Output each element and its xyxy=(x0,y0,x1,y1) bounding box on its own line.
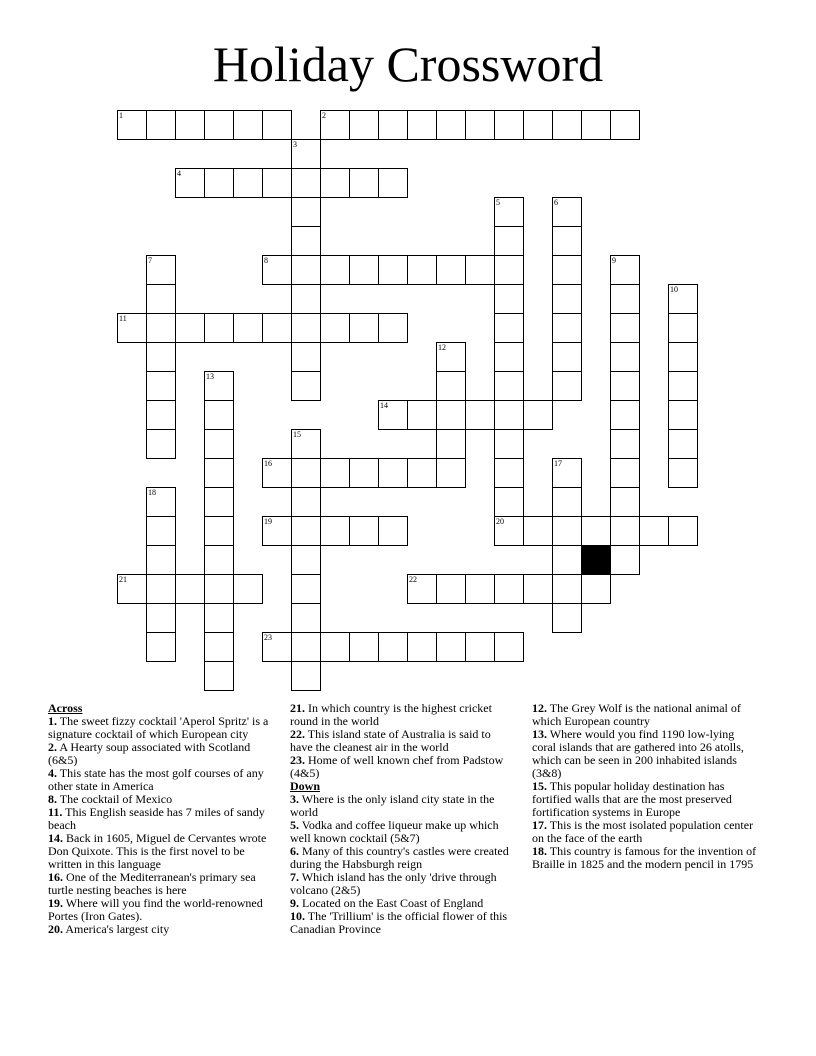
clues-column-2 xyxy=(290,702,516,936)
clue-text: The Grey Wolf is the national animal of which European country xyxy=(532,701,741,728)
clue-number: 18 xyxy=(148,488,156,497)
grid-cell[interactable] xyxy=(639,516,669,546)
clue-number: 15. xyxy=(532,779,547,793)
grid-cell[interactable] xyxy=(146,545,176,575)
clue-text: Home of well known chef from Padstow (4&5) xyxy=(290,753,504,780)
clue-item xyxy=(48,871,274,897)
grid-cell[interactable] xyxy=(436,342,466,372)
grid-cell[interactable] xyxy=(552,516,582,546)
grid-cell[interactable] xyxy=(436,458,466,488)
grid-cell[interactable] xyxy=(233,110,263,140)
grid-cell[interactable] xyxy=(552,342,582,372)
grid-cell[interactable] xyxy=(378,313,408,343)
clue-text: Where is the only island city state in the world xyxy=(290,792,495,819)
clue-number: 5 xyxy=(496,198,500,207)
grid-cell[interactable] xyxy=(610,545,640,575)
clue-number: 5. xyxy=(290,818,299,832)
grid-cell[interactable] xyxy=(668,342,698,372)
clue-number: 1. xyxy=(48,714,57,728)
grid-cell[interactable] xyxy=(233,574,263,604)
clue-text: This is the most isolated population center on the face of the earth xyxy=(532,818,754,845)
grid-cell[interactable] xyxy=(465,110,495,140)
grid-cell[interactable] xyxy=(320,110,350,140)
grid-cell[interactable] xyxy=(204,371,234,401)
grid-cell[interactable] xyxy=(436,400,466,430)
grid-cell[interactable] xyxy=(204,168,234,198)
grid-cell[interactable] xyxy=(117,110,147,140)
grid-cell[interactable] xyxy=(204,458,234,488)
grid-cell[interactable] xyxy=(436,574,466,604)
page-title: Holiday Crossword xyxy=(212,36,604,92)
grid-cell[interactable] xyxy=(552,110,582,140)
grid-cell[interactable] xyxy=(320,255,350,285)
grid-cell[interactable] xyxy=(146,255,176,285)
clue-number: 19. xyxy=(48,896,63,910)
clue-item xyxy=(48,806,274,832)
grid-cell[interactable] xyxy=(349,516,379,546)
grid-cell[interactable] xyxy=(552,255,582,285)
grid-cell[interactable] xyxy=(175,168,205,198)
grid-cell[interactable] xyxy=(291,139,321,169)
grid-cell[interactable] xyxy=(552,371,582,401)
grid-cell[interactable] xyxy=(204,632,234,662)
grid-cell[interactable] xyxy=(204,487,234,517)
grid-cell[interactable] xyxy=(436,371,466,401)
grid-cell[interactable] xyxy=(146,603,176,633)
clue-number: 21 xyxy=(119,575,127,584)
clue-section-header: Down xyxy=(290,779,321,793)
clue-item xyxy=(48,897,274,923)
clue-number: 13. xyxy=(532,727,547,741)
clue-number: 10. xyxy=(290,909,305,923)
clue-text: This country is famous for the invention of Braille in 1825 and the modern pencil in 1795 xyxy=(532,844,757,871)
grid-cell[interactable] xyxy=(494,313,524,343)
grid-cell[interactable] xyxy=(175,574,205,604)
grid-cell[interactable] xyxy=(320,458,350,488)
grid-cell[interactable] xyxy=(146,110,176,140)
clue-item xyxy=(48,767,274,793)
grid-cell[interactable] xyxy=(378,458,408,488)
grid-cell[interactable] xyxy=(610,400,640,430)
clue-number: 21. xyxy=(290,701,305,715)
grid-cell[interactable] xyxy=(407,255,437,285)
grid-cell[interactable] xyxy=(146,284,176,314)
grid-cell[interactable] xyxy=(610,429,640,459)
grid-cell[interactable] xyxy=(436,632,466,662)
grid-cell[interactable] xyxy=(349,168,379,198)
grid-cell[interactable] xyxy=(320,516,350,546)
grid-cell[interactable] xyxy=(291,371,321,401)
grid-cell[interactable] xyxy=(262,168,292,198)
grid-cell[interactable] xyxy=(233,313,263,343)
grid-cell[interactable] xyxy=(378,110,408,140)
grid-cell[interactable] xyxy=(204,429,234,459)
grid-cell[interactable] xyxy=(262,458,292,488)
clue-number: 20 xyxy=(496,517,504,526)
clue-item xyxy=(48,923,274,936)
grid-cell[interactable] xyxy=(465,632,495,662)
grid-cell[interactable] xyxy=(204,661,234,691)
grid-cell[interactable] xyxy=(436,255,466,285)
grid-cell[interactable] xyxy=(262,632,292,662)
grid-cell[interactable] xyxy=(320,168,350,198)
clue-text: This island state of Australia is said to have the cleanest air in the world xyxy=(290,727,491,754)
grid-cell[interactable] xyxy=(146,342,176,372)
grid-cell[interactable] xyxy=(291,226,321,256)
clue-text: One of the Mediterranean's primary sea turtle nesting beaches is here xyxy=(48,870,256,897)
grid-cell[interactable] xyxy=(552,487,582,517)
grid-cell[interactable] xyxy=(262,110,292,140)
clue-number: 7 xyxy=(148,256,152,265)
clue-item xyxy=(48,832,274,871)
clue-item xyxy=(290,819,516,845)
grid-cell[interactable] xyxy=(494,574,524,604)
clue-item xyxy=(532,819,758,845)
grid-cell[interactable] xyxy=(378,632,408,662)
grid-cell[interactable] xyxy=(291,458,321,488)
clue-number: 4. xyxy=(48,766,57,780)
clue-number: 18. xyxy=(532,844,547,858)
grid-cell[interactable] xyxy=(146,574,176,604)
grid-cell[interactable] xyxy=(436,110,466,140)
clue-number: 13 xyxy=(206,372,214,381)
clue-item xyxy=(290,754,516,780)
grid-cell[interactable] xyxy=(610,284,640,314)
clue-number: 3. xyxy=(290,792,299,806)
grid-cell[interactable] xyxy=(262,255,292,285)
grid-cell[interactable] xyxy=(378,168,408,198)
grid-cell[interactable] xyxy=(465,400,495,430)
grid-cell[interactable] xyxy=(668,516,698,546)
clue-text: This English seaside has 7 miles of sandy beach xyxy=(48,805,265,832)
clue-number: 2 xyxy=(322,111,326,120)
clue-text: Vodka and coffee liqueur make up which well known cocktail (5&7) xyxy=(290,818,499,845)
grid-cell[interactable] xyxy=(581,516,611,546)
clue-number: 2. xyxy=(48,740,57,754)
grid-cell[interactable] xyxy=(204,545,234,575)
grid-cell[interactable] xyxy=(494,342,524,372)
clue-number: 23 xyxy=(264,633,272,642)
clue-text: Where will you find the world-renowned Portes (Iron Gates). xyxy=(48,896,263,923)
grid-cell[interactable] xyxy=(523,400,553,430)
clue-item xyxy=(290,845,516,871)
grid-cell[interactable] xyxy=(291,429,321,459)
clue-number: 9. xyxy=(290,896,299,910)
clue-number: 16 xyxy=(264,459,272,468)
clue-text: Which island has the only 'drive through volcano (2&5) xyxy=(290,870,497,897)
clue-number: 12. xyxy=(532,701,547,715)
grid-cell[interactable] xyxy=(465,255,495,285)
grid-cell[interactable] xyxy=(146,429,176,459)
clue-item xyxy=(48,741,274,767)
grid-cell[interactable] xyxy=(320,632,350,662)
grid-cell[interactable] xyxy=(552,197,582,227)
clue-number: 17. xyxy=(532,818,547,832)
clue-item xyxy=(290,910,516,936)
grid-cell[interactable] xyxy=(378,400,408,430)
grid-cell[interactable] xyxy=(146,632,176,662)
grid-cell[interactable] xyxy=(117,574,147,604)
grid-cell[interactable] xyxy=(523,110,553,140)
grid-cell[interactable] xyxy=(262,313,292,343)
clue-number: 16. xyxy=(48,870,63,884)
grid-cell[interactable] xyxy=(494,255,524,285)
grid-cell[interactable] xyxy=(291,284,321,314)
grid-cell[interactable] xyxy=(349,458,379,488)
clue-item xyxy=(48,715,274,741)
grid-cell[interactable] xyxy=(465,574,495,604)
clue-number: 10 xyxy=(670,285,678,294)
grid-cell[interactable] xyxy=(233,168,263,198)
grid-cell[interactable] xyxy=(146,516,176,546)
grid-cell[interactable] xyxy=(494,458,524,488)
clue-number: 3 xyxy=(293,140,297,149)
grid-cell[interactable] xyxy=(291,574,321,604)
clues-column-3 xyxy=(532,702,758,871)
clue-item xyxy=(290,793,516,819)
grid-cell[interactable] xyxy=(494,632,524,662)
clue-text: The 'Trillium' is the official flower of this Canadian Province xyxy=(290,909,508,936)
clue-item xyxy=(290,871,516,897)
grid-cell[interactable] xyxy=(494,371,524,401)
grid-cell[interactable] xyxy=(204,110,234,140)
grid-cell[interactable] xyxy=(349,632,379,662)
grid-cell[interactable] xyxy=(668,400,698,430)
clue-number: 6. xyxy=(290,844,299,858)
grid-cell[interactable] xyxy=(349,313,379,343)
grid-cell[interactable] xyxy=(494,516,524,546)
grid-cell[interactable] xyxy=(668,371,698,401)
grid-cell[interactable] xyxy=(291,661,321,691)
grid-cell[interactable] xyxy=(494,400,524,430)
grid-cell[interactable] xyxy=(175,313,205,343)
grid-cell[interactable] xyxy=(494,197,524,227)
grid-cell[interactable] xyxy=(291,313,321,343)
clue-number: 11 xyxy=(119,314,127,323)
clue-number: 22 xyxy=(409,575,417,584)
clue-number: 8 xyxy=(264,256,268,265)
grid-cell[interactable] xyxy=(204,574,234,604)
grid-cell[interactable] xyxy=(494,226,524,256)
grid-cell[interactable] xyxy=(581,574,611,604)
clue-item xyxy=(532,728,758,780)
clue-text: Back in 1605, Miguel de Cervantes wrote Don Quixote. This is the first novel to be written in this language xyxy=(48,831,267,871)
grid-cell[interactable] xyxy=(146,371,176,401)
clue-text: The sweet fizzy cocktail 'Aperol Spritz' is a signature cocktail of which European city xyxy=(48,714,269,741)
grid-cell[interactable] xyxy=(407,110,437,140)
clue-item xyxy=(532,780,758,819)
grid-cell[interactable] xyxy=(320,313,350,343)
clue-text: A Hearty soup associated with Scotland (6&5) xyxy=(48,740,251,767)
grid-cell[interactable] xyxy=(291,197,321,227)
clue-number: 12 xyxy=(438,343,446,352)
clue-number: 8. xyxy=(48,792,57,806)
clue-item xyxy=(532,845,758,871)
clue-number: 1 xyxy=(119,111,123,120)
grid-cell[interactable] xyxy=(494,284,524,314)
grid-cell[interactable] xyxy=(552,313,582,343)
grid-cell[interactable] xyxy=(552,284,582,314)
grid-cell[interactable] xyxy=(494,110,524,140)
grid-cell[interactable] xyxy=(552,458,582,488)
grid-cell[interactable] xyxy=(407,400,437,430)
grid-cell[interactable] xyxy=(668,284,698,314)
clue-number: 19 xyxy=(264,517,272,526)
clue-number: 4 xyxy=(177,169,181,178)
clue-number: 7. xyxy=(290,870,299,884)
clue-number: 17 xyxy=(554,459,562,468)
clue-text: America's largest city xyxy=(63,922,170,936)
grid-cell[interactable] xyxy=(610,371,640,401)
grid-cell[interactable] xyxy=(117,313,147,343)
clue-number: 14 xyxy=(380,401,388,410)
grid-cell[interactable] xyxy=(668,313,698,343)
grid-cell[interactable] xyxy=(610,255,640,285)
grid-cell[interactable] xyxy=(146,400,176,430)
grid-cell[interactable] xyxy=(494,487,524,517)
clue-item xyxy=(532,702,758,728)
grid-cell[interactable] xyxy=(378,255,408,285)
grid-cell[interactable] xyxy=(552,226,582,256)
clue-text: Located on the East Coast of England xyxy=(299,896,484,910)
grid-cell[interactable] xyxy=(175,110,205,140)
clue-number: 9 xyxy=(612,256,616,265)
grid-cell[interactable] xyxy=(291,487,321,517)
clue-number: 6 xyxy=(554,198,558,207)
grid-cell[interactable] xyxy=(523,574,553,604)
grid-cell[interactable] xyxy=(204,603,234,633)
grid-cell[interactable] xyxy=(668,429,698,459)
clue-number: 14. xyxy=(48,831,63,845)
grid-cell[interactable] xyxy=(610,110,640,140)
grid-cell[interactable] xyxy=(407,458,437,488)
grid-cell[interactable] xyxy=(552,545,582,575)
grid-cell[interactable] xyxy=(291,545,321,575)
grid-cell[interactable] xyxy=(204,400,234,430)
grid-cell[interactable] xyxy=(146,487,176,517)
grid-cell[interactable] xyxy=(291,255,321,285)
grid-cell[interactable] xyxy=(407,574,437,604)
grid-cell[interactable] xyxy=(610,313,640,343)
clue-text: The cocktail of Mexico xyxy=(57,792,173,806)
grid-cell[interactable] xyxy=(291,603,321,633)
clue-item xyxy=(290,728,516,754)
grid-cell[interactable] xyxy=(262,516,292,546)
clues-column-1 xyxy=(48,702,274,936)
grid-cell[interactable] xyxy=(291,168,321,198)
grid-cell[interactable] xyxy=(581,110,611,140)
grid-cell[interactable] xyxy=(610,516,640,546)
grid-cell[interactable] xyxy=(610,458,640,488)
clue-text: Many of this country's castles were created during the Habsburgh reign xyxy=(290,844,509,871)
grid-cell[interactable] xyxy=(407,632,437,662)
clue-number: 15 xyxy=(293,430,301,439)
clue-number: 23. xyxy=(290,753,305,767)
clue-section-header: Across xyxy=(48,701,83,715)
grid-cell[interactable] xyxy=(291,632,321,662)
grid-cell[interactable] xyxy=(668,458,698,488)
grid-cell[interactable] xyxy=(494,429,524,459)
grid-cell[interactable] xyxy=(610,487,640,517)
clue-text: Where would you find 1190 low-lying coral islands that are gathered into 26 atolls, which can be seen in 200 inhabited islands (3&8) xyxy=(532,727,744,780)
clues-section xyxy=(0,702,816,962)
grid-cell[interactable] xyxy=(204,516,234,546)
grid-cell[interactable] xyxy=(349,110,379,140)
grid-cell[interactable] xyxy=(204,313,234,343)
clue-number: 11. xyxy=(48,805,63,819)
clue-number: 22. xyxy=(290,727,305,741)
grid-cell[interactable] xyxy=(610,342,640,372)
grid-cell[interactable] xyxy=(552,603,582,633)
grid-cell[interactable] xyxy=(523,516,553,546)
grid-cell[interactable] xyxy=(378,516,408,546)
clue-text: This state has the most golf courses of any other state in America xyxy=(48,766,264,793)
clue-item xyxy=(290,702,516,728)
grid-cell[interactable] xyxy=(552,574,582,604)
grid-cell[interactable] xyxy=(436,429,466,459)
clue-text: This popular holiday destination has fortified walls that are the most preserved fortification systems in Europe xyxy=(532,779,732,819)
clue-text: In which country is the highest cricket round in the world xyxy=(290,701,492,728)
grid-cell[interactable] xyxy=(146,313,176,343)
grid-cell[interactable] xyxy=(291,342,321,372)
clue-number: 20. xyxy=(48,922,63,936)
grid-cell[interactable] xyxy=(349,255,379,285)
grid-cell[interactable] xyxy=(291,516,321,546)
black-square xyxy=(581,545,611,575)
